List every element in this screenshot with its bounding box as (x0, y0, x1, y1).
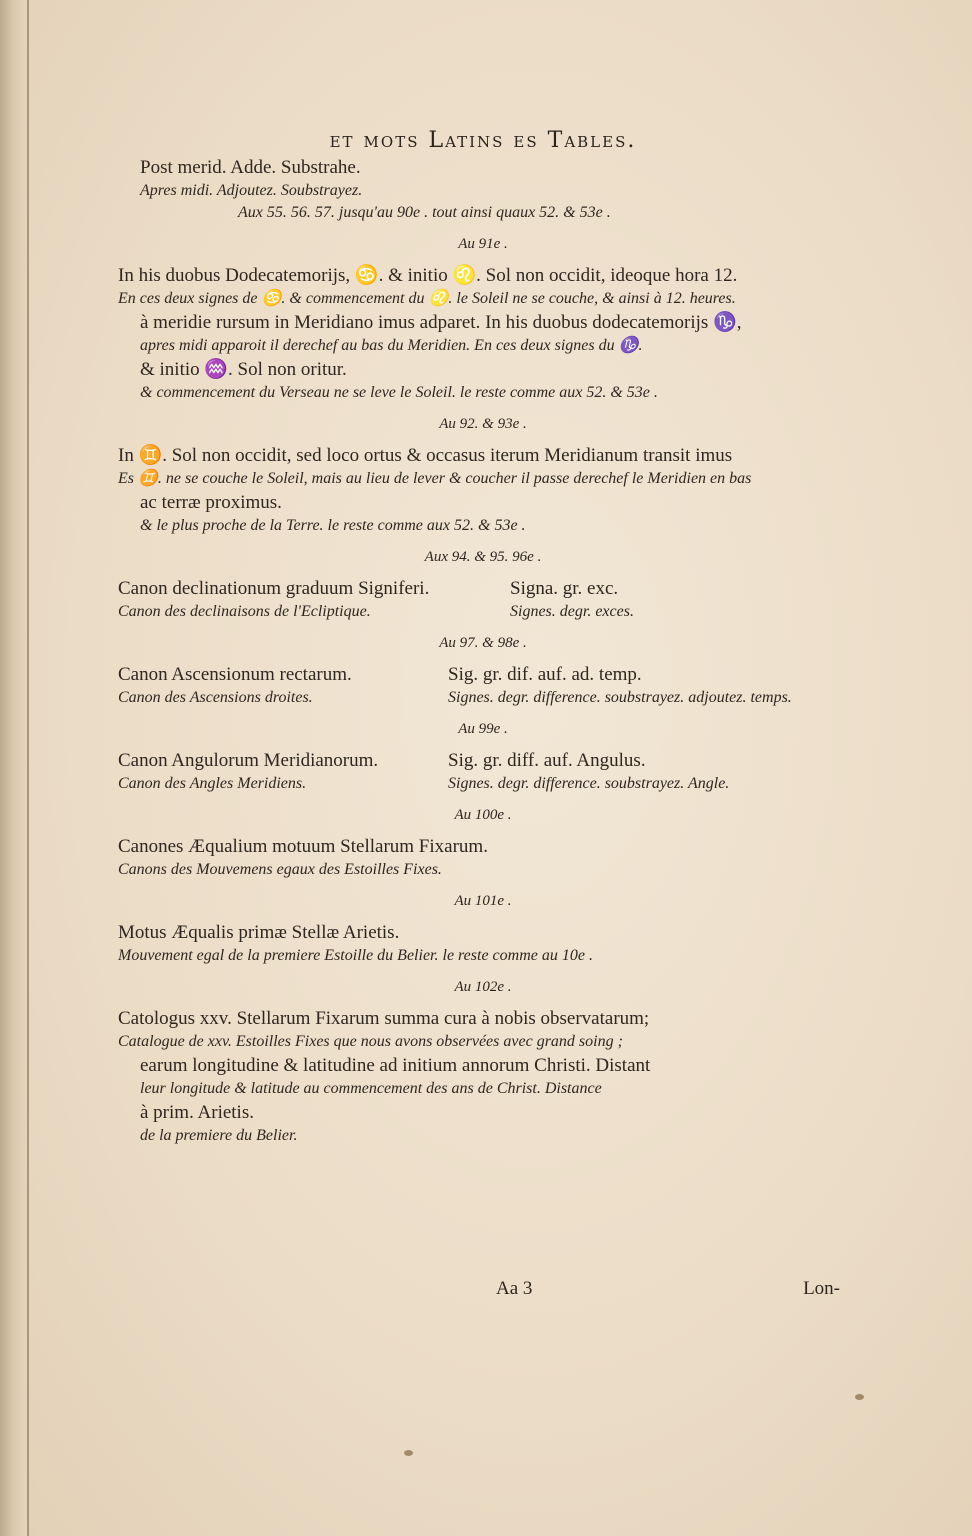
gutter-line (27, 0, 29, 1536)
latin-line: In his duobus Dodecatemorijs, ♋. & initio ♌. Sol non occidit, ideoque hora 12. (118, 265, 738, 286)
latin-line: Catologus xxv. Stellarum Fixarum summa cura à nobis observatarum; (118, 1008, 650, 1029)
table-heading-row (118, 773, 848, 795)
ink-spot (855, 1394, 864, 1400)
french-title: Canon des Angles Meridiens. (118, 775, 307, 792)
section-heading: Au 92. & 93e . (439, 416, 527, 432)
section-heading: Au 101e . (454, 893, 512, 909)
french-title: Canon des Ascensions droites. (118, 689, 313, 706)
french-columns: Signes. degr. difference. soubstrayez. Angle. (448, 775, 730, 792)
french-line: & commencement du Verseau ne se leve le Soleil. le reste comme aux 52. & 53e . (140, 384, 658, 401)
section-heading: Au 91e . (458, 236, 508, 252)
french-line: En ces deux signes de ♋. & commencement du ♌. le Soleil ne se couche, & ainsi à 12. heures. (118, 290, 736, 307)
latin-columns: Sig. gr. dif. auf. ad. temp. (448, 664, 642, 685)
latin-title: Canon declinationum graduum Signiferi. (118, 578, 430, 599)
section-heading: Au 97. & 98e . (439, 635, 527, 651)
latin-line: Canones Æqualium motuum Stellarum Fixarum. (118, 836, 488, 857)
latin-line: In ♊. Sol non occidit, sed loco ortus & occasus iterum Meridianum transit imus (118, 445, 733, 466)
latin-columns: Sig. gr. diff. auf. Angulus. (448, 750, 646, 771)
latin-line: & initio ♒. Sol non oritur. (140, 359, 347, 380)
latin-line: à meridie rursum in Meridiano imus adparet. In his duobus dodecatemorijs ♑, (140, 312, 742, 333)
running-header: et mots Latins es Tables. (329, 128, 637, 153)
catchword: Lon- (803, 1278, 840, 1299)
french-title: Canon des declinaisons de l'Ecliptique. (118, 603, 371, 620)
table-heading-row (118, 601, 848, 623)
latin-columns: Signa. gr. exc. (510, 578, 619, 599)
signature-mark: Aa 3 (496, 1278, 533, 1299)
french-line: & le plus proche de la Terre. le reste comme aux 52. & 53e . (140, 517, 526, 534)
page-footer (118, 1278, 840, 1308)
french-line: Aux 55. 56. 57. jusqu'au 90e . tout ainsi quaux 52. & 53e . (238, 204, 611, 221)
french-line: leur longitude & latitude au commencement des ans de Christ. Distance (140, 1080, 602, 1097)
latin-line: ac terræ proximus. (140, 492, 282, 513)
table-heading-row (118, 576, 848, 601)
french-line: Mouvement egal de la premiere Estoille du Belier. le reste comme au 10e . (118, 947, 593, 964)
latin-title: Canon Ascensionum rectarum. (118, 664, 352, 685)
latin-line: Motus Æqualis primæ Stellæ Arietis. (118, 922, 400, 943)
french-columns: Signes. degr. exces. (510, 603, 634, 620)
section-heading: Au 100e . (454, 807, 512, 823)
latin-line: earum longitudine & latitudine ad initium annorum Christi. Distant (140, 1055, 651, 1076)
french-line: Es ♊. ne se couche le Soleil, mais au lieu de lever & coucher il passe derechef le Meridien en bas (118, 470, 752, 487)
section-heading: Aux 94. & 95. 96e . (424, 549, 542, 565)
french-columns: Signes. degr. difference. soubstrayez. adjoutez. temps. (448, 689, 792, 706)
book-binding (0, 0, 28, 1536)
section-heading: Au 102e . (454, 979, 512, 995)
table-heading-row (118, 748, 848, 773)
section-heading: Au 99e . (458, 721, 508, 737)
french-line: apres midi apparoit il derechef au bas du Meridien. En ces deux signes du ♑. (140, 337, 643, 354)
latin-line: à prim. Arietis. (140, 1102, 254, 1123)
french-line: de la premiere du Belier. (140, 1127, 298, 1144)
page-content (118, 128, 848, 1147)
latin-title: Canon Angulorum Meridianorum. (118, 750, 379, 771)
table-heading-row (118, 687, 848, 709)
latin-line: Post merid. Adde. Substrahe. (140, 157, 361, 178)
table-heading-row (118, 662, 848, 687)
french-line: Canons des Mouvemens egaux des Estoilles Fixes. (118, 861, 442, 878)
french-line: Catalogue de xxv. Estoilles Fixes que nous avons observées avec grand soing ; (118, 1033, 623, 1050)
french-line: Apres midi. Adjoutez. Soubstrayez. (140, 182, 363, 199)
ink-spot (404, 1450, 413, 1456)
